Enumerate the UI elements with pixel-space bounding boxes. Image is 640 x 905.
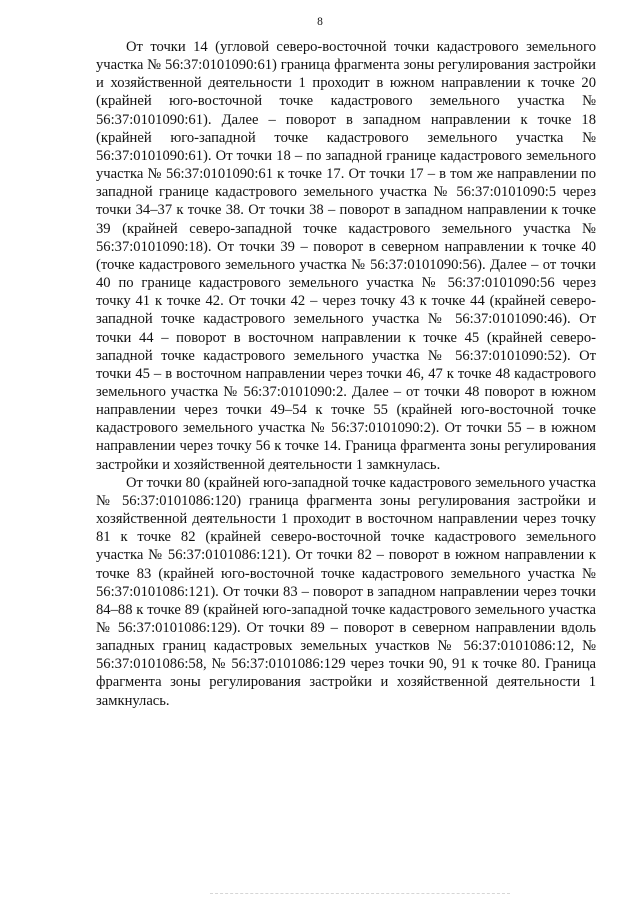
paragraph-zone-fragment-14: От точки 14 (угловой северо-восточной точки кадастрового земельного участка № 56:37:0101090:61) граница фрагмента зоны регулирования застройки и хозяйственной деятельности 1 проходит в южном направлении к точке 20 (крайней юго-восточной точке кадастрового земельного участка № 56:37:0101090:61). Далее – поворот в западном направлении к точке 18 (крайней юго-западной точке кадастрового земельного участка № 56:37:0101090:61). От точки 18 – по западной границе кадастрового земельного участка № 56:37:0101090:61 к точке 17. От точки 17 – в том же направлении по западной границе кадастрового земельного участка № 56:37:0101090:5 через точки 34–37 к точке 38. От точки 38 – поворот в западном направлении к точке 39 (крайней северо-западной точке кадастрового земельного участка № 56:37:0101090:18). От точки 39 – поворот в северном направлении к точке 40 (точке кадастрового земельного участка № 56:37:0101090:56). Далее – от точки 40 по границе кадастрового земельного участка № 56:37:0101090:56 через точку 41 к точке 42. От точки 42 – через точку 43 к точке 44 (крайней северо-западной точке кадастрового земельного участка № 56:37:0101090:46). От точки 44 – поворот в восточном направлении к точке 45 (крайней северо-западной точке кадастрового земельного участка № 56:37:0101090:52). От точки 45 – в восточном направлении через точки 46, 47 к точке 48 кадастрового земельного участка № 56:37:0101090:2. Далее – от точки 48 поворот в южном направлении через точки 49–54 к точке 55 (крайней юго-восточной точке кадастрового земельного участка № 56:37:0101090:2). От точки 55 – в южном направлении через точку 56 к точке 14. Граница фрагмента зоны регулирования застройки и хозяйственной деятельности 1 замкнулась.: [96, 39, 596, 473]
scan-artifact-divider: [210, 893, 510, 896]
document-body: [96, 38, 596, 710]
page-number: 8: [317, 16, 323, 28]
paragraph-zone-fragment-80: От точки 80 (крайней юго-западной точке кадастрового земельного участка № 56:37:0101086:120) граница фрагмента зоны регулирования застройки и хозяйственной деятельности 1 проходит в восточном направлении через точку 81 к точке 82 (крайней северо-восточной точке кадастрового земельного участка № 56:37:0101086:121). От точки 82 – поворот в южном направлении к точке 83 (крайней юго-восточной точке кадастрового земельного участка № 56:37:0101086:121). От точки 83 – поворот в западном направлении через точки 84–88 к точке 89 (крайней юго-западной точке кадастрового земельного участка № 56:37:0101086:129). От точки 89 – поворот в северном направлении вдоль западных границ кадастровых земельных участков № 56:37:0101086:12, № 56:37:0101086:58, № 56:37:0101086:129 через точки 90, 91 к точке 80. Граница фрагмента зоны регулирования застройки и хозяйственной деятельности 1 замкнулась.: [96, 474, 596, 709]
